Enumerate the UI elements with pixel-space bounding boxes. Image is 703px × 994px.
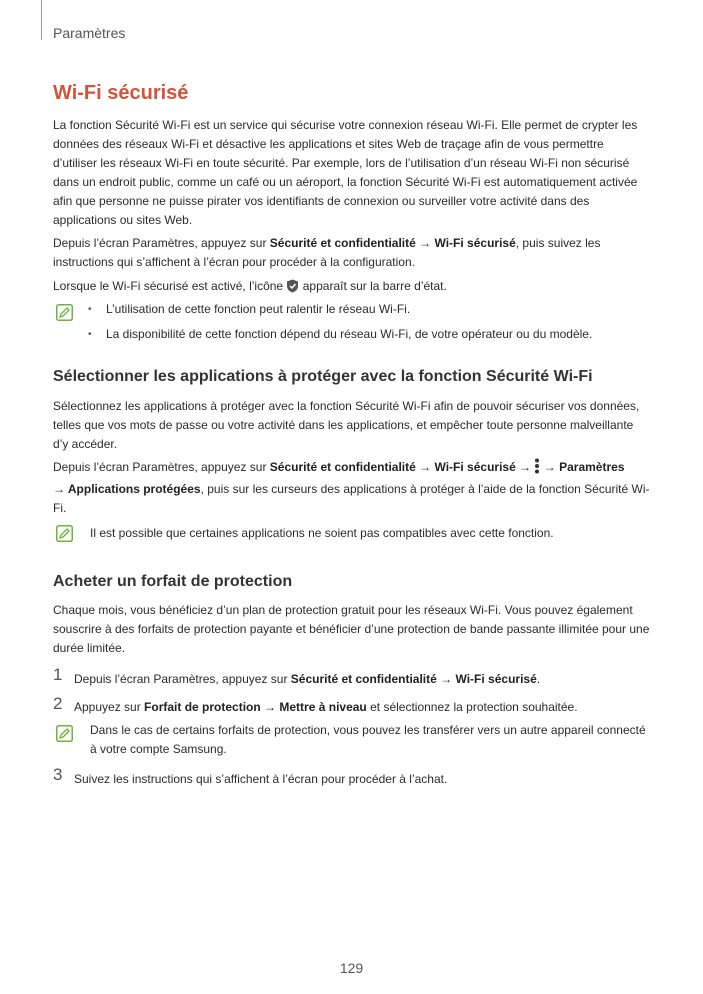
step-text: Appuyez sur Forfait de protection → Mettre à niveau et sélectionnez la protection souhaitée. xyxy=(74,700,578,714)
shield-icon xyxy=(286,279,299,299)
bullet-dot: • xyxy=(88,329,92,340)
header-divider xyxy=(41,0,42,40)
intro-instructions: Depuis l’écran Paramètres, appuyez sur Sécurité et confidentialité → Wi-Fi sécurisé, puis suivez les instructions qui s’affichent à l’écran pour procéder à la configuration. xyxy=(53,236,601,269)
note-item: L’utilisation de cette fonction peut ralentir le réseau Wi-Fi. xyxy=(106,302,411,316)
note-item: La disponibilité de cette fonction dépend du réseau Wi-Fi, de votre opérateur ou du modèle. xyxy=(106,327,593,341)
step-number: 1 xyxy=(53,665,63,684)
note-pencil-icon xyxy=(56,304,73,326)
intro-paragraph: La fonction Sécurité Wi-Fi est un service qui sécurise votre connexion réseau Wi-Fi. Elle permet de crypter les données des réseaux Wi-Fi et désactive les applications et sites Web de traçage afin de vous permettre d’utiliser les réseaux Wi-Fi en toute sécurité. Par exemple, lors de l’utilisation d’un réseau Wi-Fi non sécurisé dans un endroit public, comme un café ou un aéroport, la fonction Sécurité Wi-Fi est automatiquement activée afin que personne ne puisse pirater vos identifiants de connexion ou surveiller votre activité dans des applications ou sites Web. xyxy=(53,118,638,227)
page-number: 129 xyxy=(339,960,364,976)
note-pencil-icon xyxy=(56,725,73,747)
intro-icon-info: Lorsque le Wi-Fi sécurisé est activé, l’icône apparaît sur la barre d’état. xyxy=(53,277,650,299)
section-paragraph: Sélectionnez les applications à protéger avec la fonction Sécurité Wi-Fi afin de pouvoir sécuriser vos données, telles que vos mots de passe ou votre activité dans les applications, et empêcher toute personne malveillante d’y accéder. xyxy=(53,399,640,451)
step-text: Depuis l’écran Paramètres, appuyez sur Sécurité et confidentialité → Wi-Fi sécurisé. xyxy=(74,672,541,686)
page-title: Wi-Fi sécurisé xyxy=(53,82,189,104)
step-number: 2 xyxy=(53,694,63,713)
note-pencil-icon xyxy=(56,525,73,547)
note-text: Il est possible que certaines applications ne soient pas compatibles avec cette fonction. xyxy=(90,526,554,540)
step-number: 3 xyxy=(53,765,63,784)
section-heading: Sélectionner les applications à protéger avec la fonction Sécurité Wi-Fi xyxy=(53,368,593,385)
section-paragraph: Chaque mois, vous bénéficiez d’un plan de protection gratuit pour les réseaux Wi-Fi. Vous pouvez également souscrire à des forfaits de protection payante et bénéficier d’une protection de bande passante illimitée pour une durée limitée. xyxy=(53,603,650,655)
step-text: Suivez les instructions qui s’affichent à l’écran pour procéder à l’achat. xyxy=(74,772,448,786)
bullet-dot: • xyxy=(88,304,92,315)
section-header: Paramètres xyxy=(53,25,126,41)
note-text: Dans le cas de certains forfaits de protection, vous pouvez les transférer vers un autre appareil connecté à votre compte Samsung. xyxy=(90,723,646,756)
section-instructions: Depuis l’écran Paramètres, appuyez sur Sécurité et confidentialité → Wi-Fi sécurisé → → Paramètres → Applications protégées, puis sur les curseurs des applications à protéger à l’aide de la fonction Sécurité Wi-Fi. xyxy=(53,460,650,515)
section-heading: Acheter un forfait de protection xyxy=(53,573,293,590)
